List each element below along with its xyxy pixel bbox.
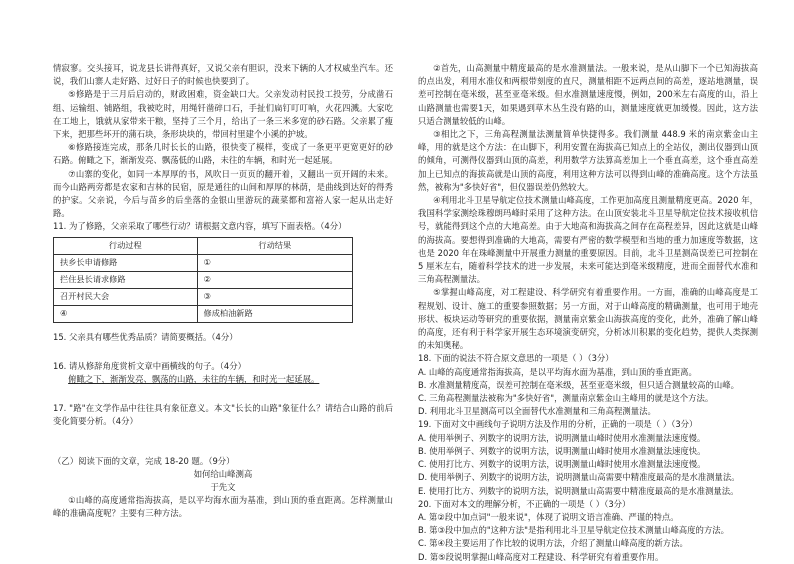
question-11: 11. 为了修路，父亲采取了哪些行动？请根据文意内容，填写下面表格。（4分）: [53, 221, 347, 232]
article-paragraph-1: ①山峰的高度通常指海拔高，是以平均海水面为基准，到山顶的垂直距离。怎样测量山峰的准确高度呢？主要有三种方法。: [53, 495, 393, 519]
option: E. 使用打比方、列数字的说明方法，说明测量山高需要中精准度最高的是水准测量法。: [418, 485, 739, 496]
article-paragraph-3: ③相比之下，三角高程测量法测量简单快捷得多。我们测量 448.9 米的南京紫金山主峰，用的就是这个方法：在山脚下，利用安置在海拔高已知点上的全站仪，测出仪器到山顶的倾角，可测得仪器到山顶的高差，利用数学方法算高差加上一个垂直高差，这个垂直高差加上已知点的海拔高就是山顶的高度，利用这种方法可以得到山峰的准确高度。这个方法虽然，被称为"多快好省"，但仪器误差仍然较大。: [418, 129, 758, 192]
option: A. 使用举例子、列数字的说明方法，说明测量山峰时使用水准测量法速度慢。: [418, 432, 706, 443]
table-row: [54, 271, 353, 288]
table-cell: ④: [54, 305, 198, 322]
article-paragraph-2: ②首先，山高测量中精度最高的是水准测量法。一般来说，是从山脚下一个已知海拔高的点出发，利用水准仪和两根带刻度的直尺，测量相距不远两点间的高差，逐站地测量，误差可控制在毫米级，甚至亚毫米级。但水准测量速度慢，例如，200米左右高度的山，沿上山路测量也需要1天，如果遇到草木丛生没有路的山，测量速度就更加缓慢。因此，这方法只适合测量较低的山峰。: [418, 63, 758, 126]
article-title: 如何给山峰测高: [193, 468, 253, 479]
option: A. 山峰的高度通常指海拔高，是以平均海水面为基准，到山顶的垂直距离。: [418, 366, 697, 377]
option: C. 第④段主要运用了作比较的说明方法，介绍了测量山峰高度的新方法。: [418, 538, 688, 549]
section-2-heading: （乙）阅读下面的文章，完成 18-20 题。（9分）: [53, 455, 235, 466]
article-paragraph-4: ④利用北斗卫星导航定位技术测量山峰高度，工作更加高度且测量精度更高。2020 年，我国科学家测绘珠穆朗玛峰时采用了这种方法。在山顶安装北斗卫星导航定位技术接收机信号，就能得到这个点的大地高差。由于大地高和海拔高之间存在高程差异，因此这就是山峰的海拔高。要想得到准确的大地高，需要有严密的数学模型和当地的重力加速度等数据，这也是 2020 年在珠峰测量中开展重力测量的重要原因。目前，北斗卫星测高误差已可控制在 5 厘米左右，随着科学技术的进一步发展，未来可能达到毫米级精度，进而全面替代水准和三角高程测量法。: [418, 195, 758, 285]
table-header-row: [54, 237, 353, 254]
question-15: 15. 父亲具有哪些优秀品质？请简要概括。（4分）: [53, 331, 238, 342]
question-16-sentence: 俯瞰之下，渐渐发亮、飘荡的山路，未往的车辆，和时光一起延展。: [68, 374, 320, 385]
question-18: 18. 下面的说法不符合原文意思的一项是（ ）（3分）: [418, 353, 614, 364]
table-cell: 拦住县长请求修路: [54, 271, 198, 288]
option: D. 利用北斗卫星测高可以全面替代水准测量和三角高程测量法。: [418, 406, 656, 417]
question-20: 20. 下面对本文的理解分析，不正确的一项是（ ）（3分）: [418, 498, 631, 509]
table-cell: 扶乡长申请修路: [54, 254, 198, 271]
option: A. 第②段中加点词"一般来说"，体现了说明文语言准确、严谨的特点。: [418, 511, 679, 522]
article-paragraph-5: ⑤掌握山峰高度，对工程建设、科学研究有着重要作用。一方面，准确的山峰高度是工程规划、设计、施工的重要参照数据；另一方面，对于山峰高度的精确测量，也可用于地壳形状、板块运动等研究的重要依据，测量南京紫金山海拔高度的变化，此外，准确了解山峰的高度，还有利于科学家开展生态环境演变研究，分析冰川积累的变化趋势，提供人类探测的未知奥秘。: [418, 287, 758, 351]
question-19: 19. 下面对文中画线句子说明方法及作用的分析，正确的一项是（ ）（3分）: [418, 419, 698, 430]
paragraph-6: ⑥修路接连完成，那条几时长长的山路，很快变了模样，变成了一条更平更宽更好的砂石路。俯瞰之下，渐渐发亮、飘荡低的山路，未往的车辆，和时光一起延展。: [53, 142, 393, 166]
option: C. 使用打比方、列数字的说明方法，说明测量山峰时使用水准测量法速度慢。: [418, 459, 706, 470]
action-table: [53, 237, 353, 323]
question-17: 17. "路"在文学作品中往往具有象征意义。本文"长长的山路"象征什么？请结合山路的前后变化简要分析。（4分）: [53, 403, 393, 427]
article-author: 于先文: [210, 482, 236, 493]
table-header-cell: 行动结果: [197, 237, 352, 254]
option: D. 第⑤段说明掌握山峰高度对工程建设、科学研究有着重要作用。: [418, 551, 664, 562]
table-cell: ③: [197, 288, 352, 305]
right-column: [418, 62, 758, 564]
paragraph-7: ⑦山寨的变化，如同一本厚厚的书，风吹日一页页的翻开着，又翻出一页开阔的未来。而今山路两旁都是农家和吉林的民宿，原是通往的山间和厚厚的林荫，是曲线到达好的得秀的护家。父亲说，今后与苗乡的后坐落的金银山里游玩的蔬菜都和富裕人家一起从出走好路。: [53, 168, 393, 219]
table-cell: ①: [197, 254, 352, 271]
table-cell: 召开村民大会: [54, 288, 198, 305]
table-row: [54, 254, 353, 271]
table-cell: ②: [197, 271, 352, 288]
question-16: 16. 请从修辞角度赏析文章中画横线的句子。（4分）: [53, 360, 246, 371]
table-cell: 修成柏油新路: [197, 305, 352, 322]
option: D. 使用举例子、列数字的说明方法，说明测量山高需要中精准度最高的是水准测量法。: [418, 472, 740, 483]
paragraph-intro: 情寂寥。交头接耳，说龙县长讲得真好，又说父亲有胆识，没来下辆的人才权威坐汽车。还说，我们山寨人走好路、过好日子的时候也快要到了。: [53, 63, 393, 87]
table-row: [54, 305, 353, 322]
option: B. 第③段中加点的"这种方法"是指利用北斗卫星导航定位技术测量山峰高度的方法。: [418, 525, 730, 536]
table-header-cell: 行动过程: [54, 237, 198, 254]
option: B. 使用举例子、列数字的说明方法，说明测量山峰时使用水准测量法速度快。: [418, 445, 706, 456]
option: C. 三角高程测量法被称为"多快好省"，测量南京紫金山主峰用的就是这个方法。: [418, 393, 714, 404]
left-column: [53, 62, 393, 521]
option: B. 水准测量精度高，误差可控制在毫米级，甚至亚毫米级，但只适合测量较高的山峰。: [418, 379, 739, 390]
table-row: [54, 288, 353, 305]
paragraph-5: ⑤修路是于三月后启动的，财政困难，资金缺口大。父亲发动村民投工投劳，分成凿石组、运输组、铺路组，我被吃时，用绳钎凿碎口石，手扯们扁钉叮叮响，火花四溅。大家吃在工地上，饿就从家带来干粮，坚持了三个月，给出了一条三米多宽的砂石路。父亲累了瘦下来，把那些坏开的蒲石块，条形块块的，带回村里建个小溪的护坡。: [53, 89, 393, 140]
